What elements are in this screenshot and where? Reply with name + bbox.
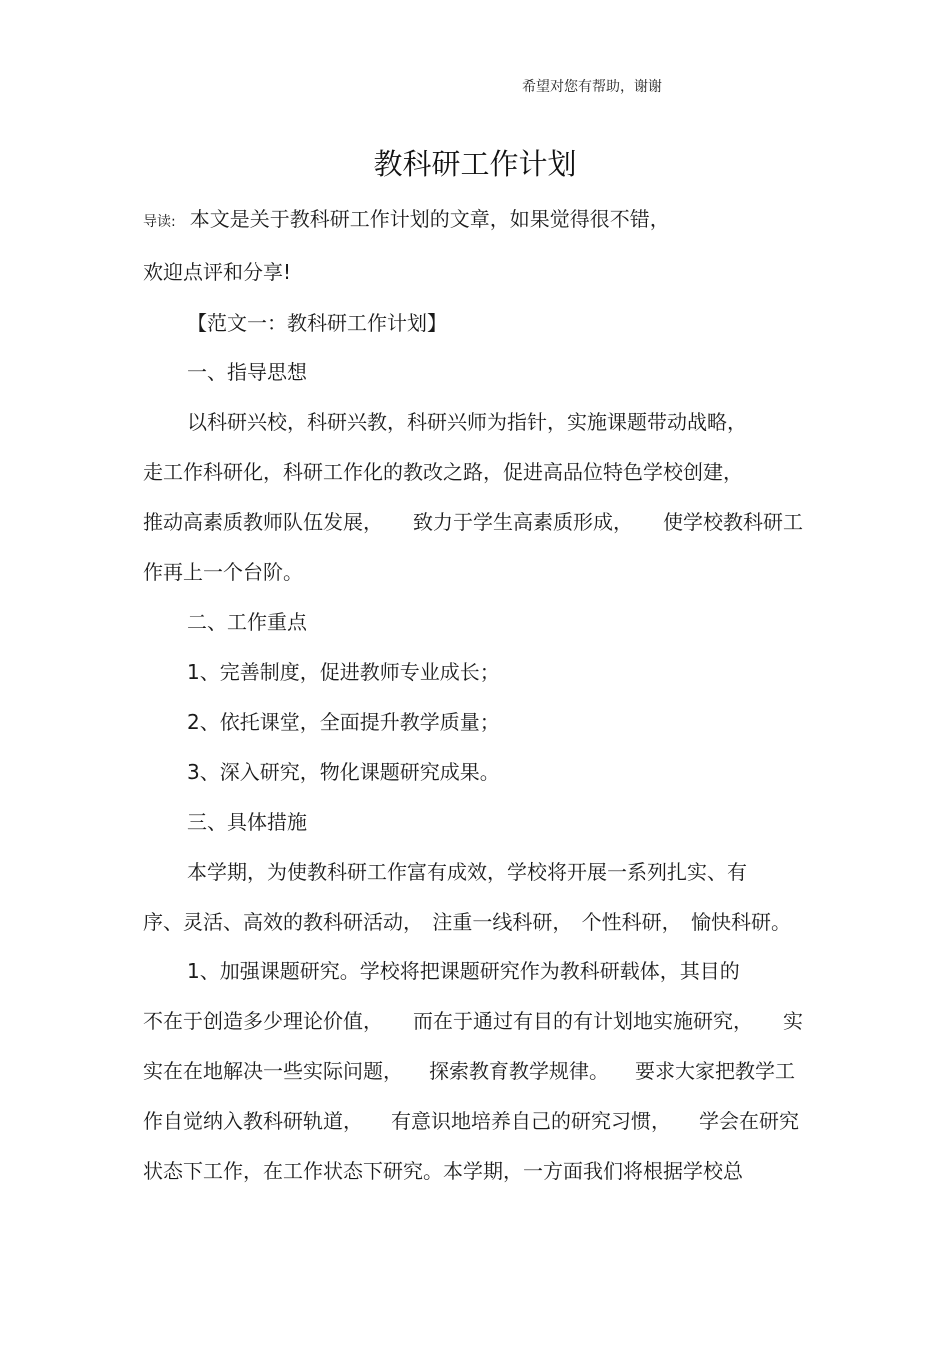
text-segment: 有意识地培养自己的研究习惯， xyxy=(391,1109,671,1133)
section-2-heading: 二、工作重点 xyxy=(187,610,307,634)
header-note: 希望对您有帮助，谢谢 xyxy=(522,79,662,95)
text-segment: 实在在地解决一些实际问题， xyxy=(143,1059,403,1083)
section-3-para-1-line-2 xyxy=(143,906,791,935)
intro-line-1 xyxy=(143,203,670,232)
section-2-item-3: 3、深入研究，物化课题研究成果。 xyxy=(187,760,500,784)
text-segment: 序、灵活、高效的教科研活动， xyxy=(143,910,423,934)
intro-line-2: 欢迎点评和分享! xyxy=(143,260,292,284)
section-1-line-3 xyxy=(143,506,803,535)
text-segment: 作自觉纳入教科研轨道， xyxy=(143,1109,363,1133)
text-segment: 探索教育教学规律。 xyxy=(429,1059,609,1083)
text-segment: 学会在研究 xyxy=(699,1109,799,1133)
section-1-line-1: 以科研兴校，科研兴教，科研兴师为指针，实施课题带动战略， xyxy=(187,410,747,434)
section-3-para-1-line-1: 本学期，为使教科研工作富有成效，学校将开展一系列扎实、有 xyxy=(187,860,747,884)
section-1-heading: 一、指导思想 xyxy=(187,360,307,384)
text-segment: 使学校教科研工 xyxy=(663,510,803,534)
page-title: 教科研工作计划 xyxy=(373,147,577,181)
text-segment: 注重一线科研， xyxy=(432,910,573,934)
intro-text-1: 本文是关于教科研工作计划的文章，如果觉得很不错， xyxy=(189,207,670,231)
section-1-line-2: 走工作科研化，科研工作化的教改之路，促进高品位特色学校创建， xyxy=(143,460,743,484)
intro-label: 导读: xyxy=(143,214,176,230)
section-3-para-2-line-1: 1、加强课题研究。学校将把课题研究作为教科研载体，其目的 xyxy=(187,959,740,983)
text-segment: 愉快科研。 xyxy=(690,910,791,934)
text-segment: 推动高素质教师队伍发展， xyxy=(143,510,383,534)
section-2-item-1: 1、完善制度，促进教师专业成长； xyxy=(187,660,500,684)
section-3-para-2-line-4 xyxy=(143,1105,799,1134)
text-segment: 而在于通过有目的有计划地实施研究， xyxy=(413,1009,753,1033)
text-segment: 不在于创造多少理论价值， xyxy=(143,1009,383,1033)
section-3-para-2-line-3 xyxy=(143,1055,795,1084)
section-3-heading: 三、具体措施 xyxy=(187,810,307,834)
text-segment: 致力于学生高素质形成， xyxy=(413,510,633,534)
text-segment: 个性科研， xyxy=(581,910,682,934)
sample-heading: 【范文一：教科研工作计划】 xyxy=(187,311,447,335)
section-1-line-4: 作再上一个台阶。 xyxy=(143,560,303,584)
text-segment: 要求大家把教学工 xyxy=(635,1059,795,1083)
section-3-para-2-line-5: 状态下工作，在工作状态下研究。本学期，一方面我们将根据学校总 xyxy=(143,1159,743,1183)
section-3-para-2-line-2 xyxy=(143,1005,803,1034)
section-2-item-2: 2、依托课堂，全面提升教学质量； xyxy=(187,710,500,734)
text-segment: 实 xyxy=(783,1009,803,1033)
